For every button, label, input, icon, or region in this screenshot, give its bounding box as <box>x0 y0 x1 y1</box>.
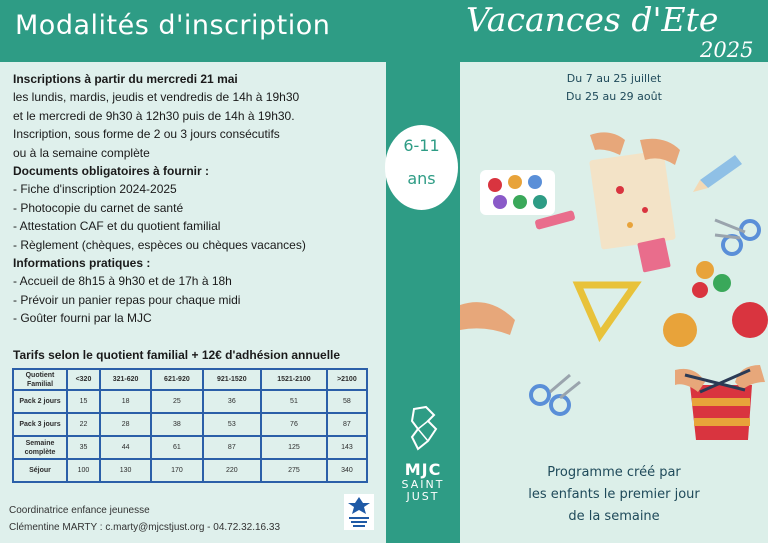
info-line: les lundis, mardis, jeudis et vendredis de 14h à 19h30 <box>13 90 300 105</box>
table-header-row <box>13 369 367 390</box>
age-range: 6-11 <box>403 136 440 155</box>
table-header-cell: 621-920 <box>151 369 202 390</box>
info-line: - Attestation CAF et du quotient familial <box>13 219 221 234</box>
table-cell: 87 <box>203 436 262 459</box>
table-cell: 170 <box>151 459 202 482</box>
table-cell: 340 <box>327 459 367 482</box>
info-line: - Fiche d'inscription 2024-2025 <box>13 182 177 197</box>
table-cell: 220 <box>203 459 262 482</box>
table-cell: 36 <box>203 390 262 413</box>
vacances-year: 2025 <box>700 38 754 62</box>
mjc-logo-just: JUST <box>406 490 440 503</box>
table-header-cell: 1521-2100 <box>261 369 327 390</box>
mjc-emblem-icon <box>406 405 442 455</box>
inscription-info <box>13 70 373 328</box>
info-line: ou à la semaine complète <box>13 145 150 160</box>
table-cell: 18 <box>100 390 151 413</box>
table-row <box>13 390 367 413</box>
info-line: Informations pratiques : <box>13 256 151 271</box>
vacances-title: Vacances d'Ete <box>466 0 719 39</box>
table-row <box>13 436 367 459</box>
info-line: Documents obligatoires à fournir : <box>13 164 210 179</box>
contact-role: Coordinatrice enfance jeunesse <box>9 505 150 516</box>
info-line: - Règlement (chèques, espèces ou chèques vacances) <box>13 237 306 252</box>
table-header-cell: 921-1520 <box>203 369 262 390</box>
program-line: Programme créé par <box>547 465 681 480</box>
table-cell: 143 <box>327 436 367 459</box>
inscription-title: Modalités d'inscription <box>15 10 331 41</box>
tarif-table <box>12 368 368 483</box>
table-cell: 100 <box>67 459 100 482</box>
table-header-cell: Quotient Familial <box>13 369 67 390</box>
table-cell: 76 <box>261 413 327 436</box>
program-line: les enfants le premier jour <box>528 487 700 502</box>
table-cell: 38 <box>151 413 202 436</box>
table-cell: 15 <box>67 390 100 413</box>
table-header-cell: <320 <box>67 369 100 390</box>
table-header-cell: >2100 <box>327 369 367 390</box>
tarif-title: Tarifs selon le quotient familial + 12€ d'adhésion annuelle <box>13 348 341 362</box>
mjc-logo <box>398 460 448 503</box>
program-note <box>460 462 768 528</box>
dates-block <box>460 70 768 106</box>
table-cell: 44 <box>100 436 151 459</box>
table-cell: 275 <box>261 459 327 482</box>
table-row-header: Séjour <box>13 459 67 482</box>
table-row-header: Semaine complète <box>13 436 67 459</box>
table-cell: 25 <box>151 390 202 413</box>
table-row <box>13 413 367 436</box>
table-cell: 130 <box>100 459 151 482</box>
date-july: Du 7 au 25 juillet <box>566 72 662 85</box>
table-cell: 58 <box>327 390 367 413</box>
contact-block <box>9 502 280 536</box>
info-line: - Photocopie du carnet de santé <box>13 200 184 215</box>
program-line: de la semaine <box>568 509 660 524</box>
table-cell: 61 <box>151 436 202 459</box>
table-row <box>13 459 367 482</box>
info-line: Inscription, sous forme de 2 ou 3 jours consécutifs <box>13 127 280 142</box>
table-cell: 28 <box>100 413 151 436</box>
crafts-illustration-icon <box>460 120 768 460</box>
table-cell: 51 <box>261 390 327 413</box>
table-header-cell: 321-620 <box>100 369 151 390</box>
table-row-header: Pack 3 jours <box>13 413 67 436</box>
mjc-logo-text: MJC <box>404 460 442 479</box>
table-cell: 87 <box>327 413 367 436</box>
info-line: - Goûter fourni par la MJC <box>13 311 152 326</box>
info-line: et le mercredi de 9h30 à 12h30 puis de 14h à 19h30. <box>13 108 295 123</box>
mjc-logo-saint: SAINT <box>401 478 445 491</box>
info-line: - Prévoir un panier repas pour chaque midi <box>13 292 241 307</box>
table-cell: 22 <box>67 413 100 436</box>
caf-logo-icon <box>344 494 374 530</box>
table-row-header: Pack 2 jours <box>13 390 67 413</box>
date-august: Du 25 au 29 août <box>566 90 662 103</box>
table-cell: 125 <box>261 436 327 459</box>
info-line: - Accueil de 8h15 à 9h30 et de 17h à 18h <box>13 274 232 289</box>
info-line: Inscriptions à partir du mercredi 21 mai <box>13 72 238 86</box>
contact-details: Clémentine MARTY : c.marty@mjcstjust.org - 04.72.32.16.33 <box>9 522 281 533</box>
table-cell: 53 <box>203 413 262 436</box>
table-cell: 35 <box>67 436 100 459</box>
age-unit: ans <box>407 169 436 188</box>
